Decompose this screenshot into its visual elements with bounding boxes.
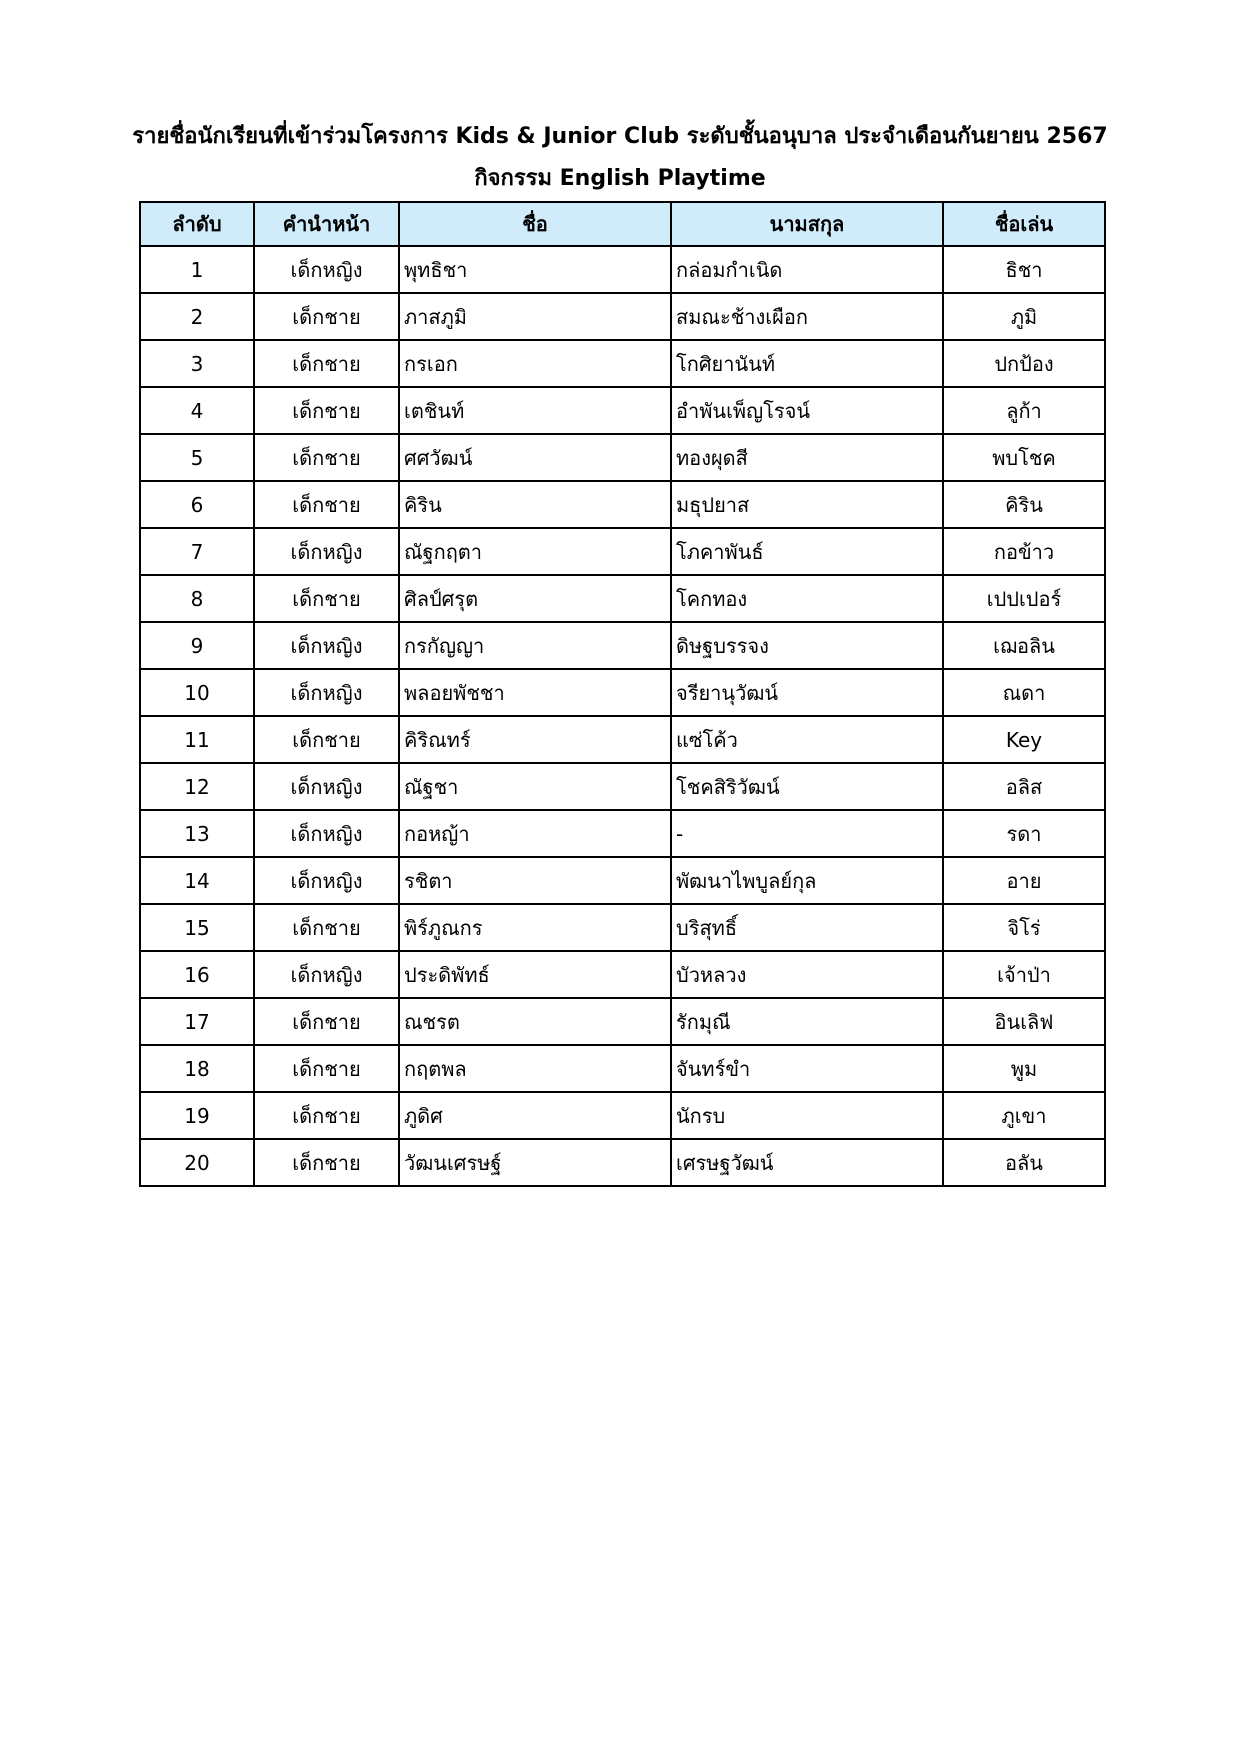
- cell-prefix: เด็กหญิง: [254, 669, 399, 716]
- cell-order: 6: [140, 481, 254, 528]
- cell-first-name: กอหญ้า: [399, 810, 671, 857]
- table-row: [140, 857, 1105, 904]
- cell-first-name: กรเอก: [399, 340, 671, 387]
- cell-last-name: นักรบ: [671, 1092, 943, 1139]
- cell-order: 13: [140, 810, 254, 857]
- table-row: [140, 340, 1105, 387]
- cell-prefix: เด็กหญิง: [254, 622, 399, 669]
- document-subtitle: กิจกรรม English Playtime: [474, 166, 766, 191]
- cell-first-name: ศิลป์ศรุต: [399, 575, 671, 622]
- cell-nickname: ณดา: [943, 669, 1105, 716]
- column-header-nickname: ชื่อเล่น: [943, 202, 1105, 246]
- cell-prefix: เด็กชาย: [254, 575, 399, 622]
- cell-prefix: เด็กชาย: [254, 481, 399, 528]
- table-row: [140, 669, 1105, 716]
- cell-last-name: พัฒนาไพบูลย์กุล: [671, 857, 943, 904]
- cell-prefix: เด็กชาย: [254, 340, 399, 387]
- cell-order: 5: [140, 434, 254, 481]
- table-body: [140, 246, 1105, 1186]
- cell-prefix: เด็กชาย: [254, 998, 399, 1045]
- cell-last-name: ดิษฐบรรจง: [671, 622, 943, 669]
- cell-nickname: เจ้าป่า: [943, 951, 1105, 998]
- cell-nickname: พบโชค: [943, 434, 1105, 481]
- document-title: รายชื่อนักเรียนที่เข้าร่วมโครงการ Kids & Junior Club ระดับชั้นอนุบาล ประจำเดือนกันยายน 2567: [132, 124, 1108, 149]
- column-header-prefix: คำนำหน้า: [254, 202, 399, 246]
- cell-first-name: ณชรต: [399, 998, 671, 1045]
- cell-nickname: ภูเขา: [943, 1092, 1105, 1139]
- table-row: [140, 763, 1105, 810]
- table-row: [140, 575, 1105, 622]
- cell-nickname: อาย: [943, 857, 1105, 904]
- cell-last-name: โภคาพันธ์: [671, 528, 943, 575]
- cell-first-name: ณัฐชา: [399, 763, 671, 810]
- cell-first-name: คิริน: [399, 481, 671, 528]
- cell-nickname: รดา: [943, 810, 1105, 857]
- table-row: [140, 951, 1105, 998]
- cell-nickname: เปปเปอร์: [943, 575, 1105, 622]
- table-row: [140, 716, 1105, 763]
- table-row: [140, 904, 1105, 951]
- cell-nickname: ลูก้า: [943, 387, 1105, 434]
- cell-prefix: เด็กชาย: [254, 1092, 399, 1139]
- cell-first-name: ประดิพัทธ์: [399, 951, 671, 998]
- cell-last-name: บริสุทธิ์: [671, 904, 943, 951]
- cell-prefix: เด็กหญิง: [254, 857, 399, 904]
- cell-first-name: เตชินท์: [399, 387, 671, 434]
- cell-order: 3: [140, 340, 254, 387]
- table-row: [140, 528, 1105, 575]
- cell-prefix: เด็กชาย: [254, 434, 399, 481]
- cell-order: 4: [140, 387, 254, 434]
- table-row: [140, 1139, 1105, 1186]
- cell-order: 9: [140, 622, 254, 669]
- cell-first-name: รชิตา: [399, 857, 671, 904]
- cell-order: 10: [140, 669, 254, 716]
- cell-nickname: พูม: [943, 1045, 1105, 1092]
- column-header-last-name: นามสกุล: [671, 202, 943, 246]
- cell-prefix: เด็กหญิง: [254, 763, 399, 810]
- cell-last-name: บัวหลวง: [671, 951, 943, 998]
- cell-prefix: เด็กหญิง: [254, 951, 399, 998]
- column-header-order: ลำดับ: [140, 202, 254, 246]
- table-row: [140, 1045, 1105, 1092]
- cell-nickname: คิริน: [943, 481, 1105, 528]
- cell-last-name: โคกทอง: [671, 575, 943, 622]
- cell-order: 20: [140, 1139, 254, 1186]
- cell-last-name: กล่อมกำเนิด: [671, 246, 943, 293]
- cell-last-name: -: [671, 810, 943, 857]
- table-row: [140, 246, 1105, 293]
- cell-last-name: อำพันเพ็ญโรจน์: [671, 387, 943, 434]
- table-row: [140, 293, 1105, 340]
- cell-prefix: เด็กชาย: [254, 1045, 399, 1092]
- cell-last-name: สมณะช้างเผือก: [671, 293, 943, 340]
- cell-prefix: เด็กหญิง: [254, 246, 399, 293]
- cell-order: 1: [140, 246, 254, 293]
- cell-last-name: รักมุณี: [671, 998, 943, 1045]
- cell-order: 16: [140, 951, 254, 998]
- table-header-row: [140, 202, 1105, 246]
- table-row: [140, 810, 1105, 857]
- table-row: [140, 622, 1105, 669]
- cell-nickname: ธิชา: [943, 246, 1105, 293]
- cell-first-name: พลอยพัชชา: [399, 669, 671, 716]
- cell-nickname: เฌอลิน: [943, 622, 1105, 669]
- cell-first-name: ศศวัฒน์: [399, 434, 671, 481]
- cell-last-name: โกศิยานันท์: [671, 340, 943, 387]
- cell-first-name: ณัฐกฤตา: [399, 528, 671, 575]
- cell-nickname: ปกป้อง: [943, 340, 1105, 387]
- cell-last-name: โชคสิริวัฒน์: [671, 763, 943, 810]
- cell-prefix: เด็กหญิง: [254, 810, 399, 857]
- cell-prefix: เด็กชาย: [254, 293, 399, 340]
- cell-order: 17: [140, 998, 254, 1045]
- cell-order: 11: [140, 716, 254, 763]
- cell-first-name: วัฒนเศรษฐ์: [399, 1139, 671, 1186]
- cell-nickname: อลิส: [943, 763, 1105, 810]
- cell-last-name: มธุปยาส: [671, 481, 943, 528]
- cell-first-name: กรกัญญา: [399, 622, 671, 669]
- cell-nickname: ภูมิ: [943, 293, 1105, 340]
- cell-nickname: กอข้าว: [943, 528, 1105, 575]
- cell-last-name: จรียานุวัฒน์: [671, 669, 943, 716]
- student-roster-table: [139, 201, 1106, 1187]
- table-row: [140, 1092, 1105, 1139]
- cell-order: 7: [140, 528, 254, 575]
- cell-prefix: เด็กชาย: [254, 716, 399, 763]
- table-row: [140, 481, 1105, 528]
- cell-first-name: คิริณทร์: [399, 716, 671, 763]
- cell-order: 8: [140, 575, 254, 622]
- cell-order: 12: [140, 763, 254, 810]
- cell-last-name: เศรษฐวัฒน์: [671, 1139, 943, 1186]
- column-header-first-name: ชื่อ: [399, 202, 671, 246]
- cell-prefix: เด็กชาย: [254, 904, 399, 951]
- cell-prefix: เด็กชาย: [254, 1139, 399, 1186]
- cell-order: 18: [140, 1045, 254, 1092]
- cell-order: 14: [140, 857, 254, 904]
- table-row: [140, 998, 1105, 1045]
- cell-first-name: ภาสภูมิ: [399, 293, 671, 340]
- cell-order: 15: [140, 904, 254, 951]
- cell-first-name: พิร์ภูณกร: [399, 904, 671, 951]
- cell-nickname: อลัน: [943, 1139, 1105, 1186]
- cell-nickname: Key: [943, 716, 1105, 763]
- table-row: [140, 387, 1105, 434]
- cell-nickname: จิโร่: [943, 904, 1105, 951]
- cell-last-name: จันทร์ขำ: [671, 1045, 943, 1092]
- cell-order: 19: [140, 1092, 254, 1139]
- cell-first-name: พุทธิชา: [399, 246, 671, 293]
- cell-prefix: เด็กหญิง: [254, 528, 399, 575]
- cell-nickname: อินเลิฟ: [943, 998, 1105, 1045]
- cell-first-name: ภูดิศ: [399, 1092, 671, 1139]
- cell-last-name: แซ่โค้ว: [671, 716, 943, 763]
- table-row: [140, 434, 1105, 481]
- cell-prefix: เด็กชาย: [254, 387, 399, 434]
- cell-last-name: ทองผุดสี: [671, 434, 943, 481]
- cell-order: 2: [140, 293, 254, 340]
- cell-first-name: กฤตพล: [399, 1045, 671, 1092]
